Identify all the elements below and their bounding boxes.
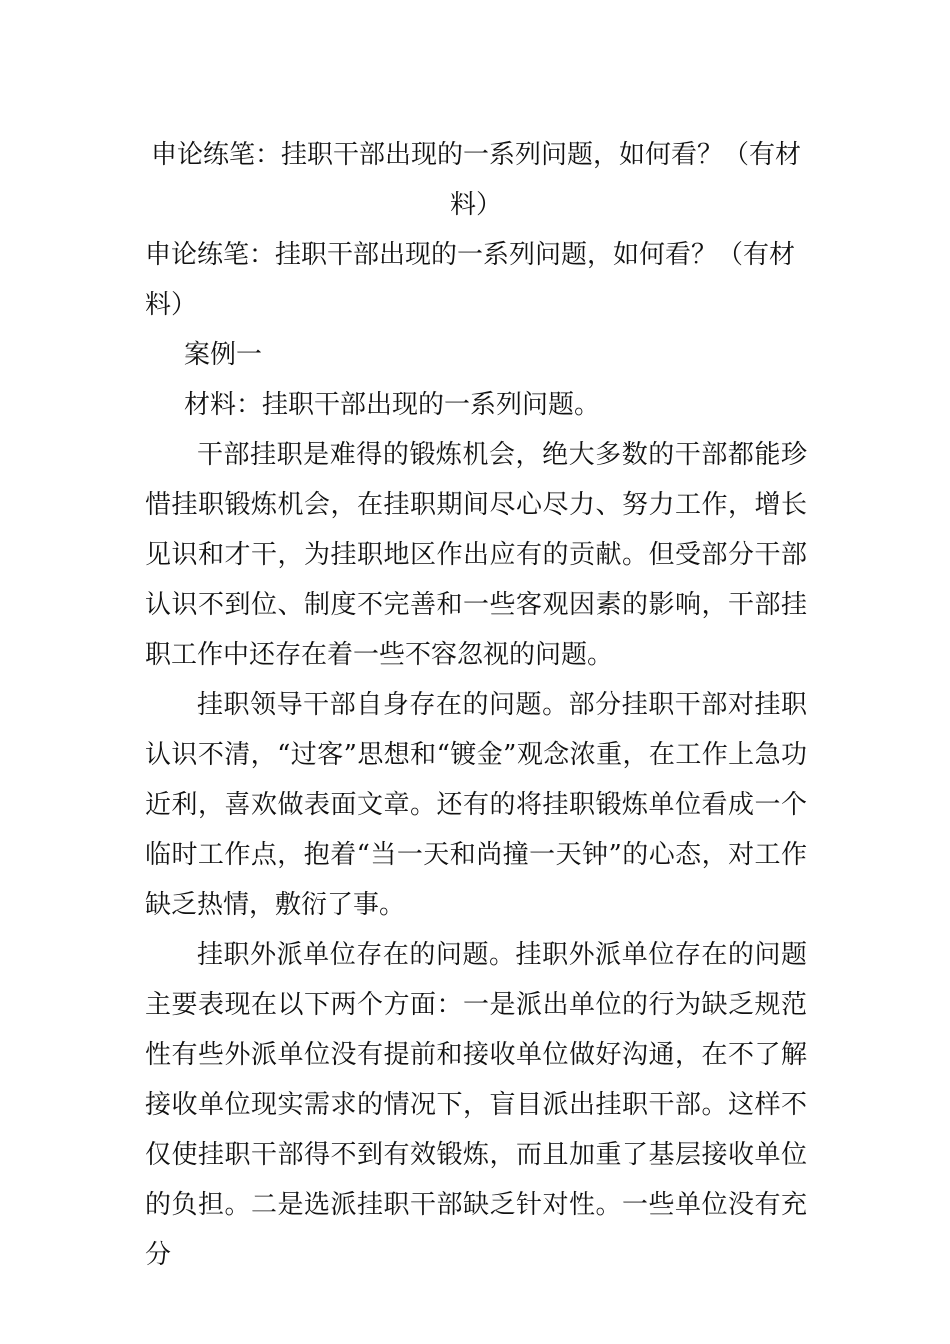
document-body bbox=[145, 130, 807, 1280]
document-subtitle: 申论练笔：挂职干部出现的一系列问题，如何看？（有材料） bbox=[145, 240, 796, 320]
document-title: 申论练笔：挂职干部出现的一系列问题，如何看？（有材料） bbox=[150, 140, 801, 220]
case-label: 案例一 bbox=[184, 340, 263, 370]
material-label: 材料：挂职干部出现的一系列问题。 bbox=[184, 390, 601, 420]
paragraph-1: 干部挂职是难得的锻炼机会，绝大多数的干部都能珍惜挂职锻炼机会，在挂职期间尽心尽力、努力工作，增长见识和才干，为挂职地区作出应有的贡献。但受部分干部认识不到位、制度不完善和一些客观因素的影响，干部挂职工作中还存在着一些不容忽视的问题。 bbox=[145, 440, 807, 670]
paragraph-3: 挂职外派单位存在的问题。挂职外派单位存在的问题主要表现在以下两个方面：一是派出单位的行为缺乏规范性有些外派单位没有提前和接收单位做好沟通，在不了解接收单位现实需求的情况下，盲目派出挂职干部。这样不仅使挂职干部得不到有效锻炼，而且加重了基层接收单位的负担。二是选派挂职干部缺乏针对性。一些单位没有充分 bbox=[145, 940, 807, 1270]
paragraph-2: 挂职领导干部自身存在的问题。部分挂职干部对挂职认识不清，“过客”思想和“镀金”观念浓重，在工作上急功近利，喜欢做表面文章。还有的将挂职锻炼单位看成一个临时工作点，抱着“当一天和尚撞一天钟”的心态，对工作缺乏热情，敷衍了事。 bbox=[145, 690, 807, 920]
